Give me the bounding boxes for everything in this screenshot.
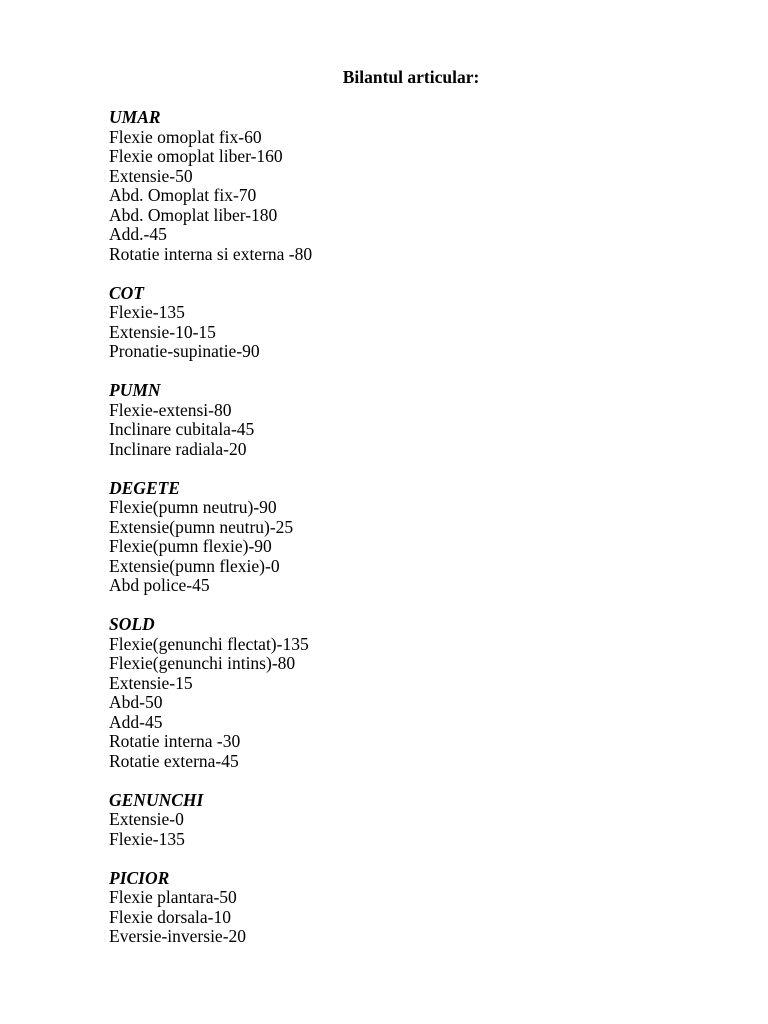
section-lines [109,635,709,772]
section-umar [109,108,709,264]
section-line: Abd. Omoplat fix-70 [109,185,257,205]
section-line: Pronatie-supinatie-90 [109,341,260,361]
section-lines [109,303,709,362]
section-line: Flexie omoplat fix-60 [109,126,262,147]
section-lines [109,888,709,947]
document-body [109,108,709,966]
section-line: Flexie-extensi-80 [109,399,232,420]
section-line: Inclinare radiala-20 [109,438,247,459]
section-lines [109,128,709,265]
section-line: Add-45 [109,711,163,732]
section-picior [109,869,709,947]
section-line: Rotatie interna si externa -80 [109,243,313,264]
section-lines [109,810,709,849]
section-cot [109,284,709,362]
section-line: Abd-50 [109,692,163,712]
section-pumn [109,381,709,459]
section-line: Rotatie interna -30 [109,731,241,751]
section-line: Extensie-0 [109,809,184,829]
section-line: Add.-45 [109,224,167,244]
section-line: Flexie dorsala-10 [109,906,231,927]
section-line: Extensie(pumn neutru)-25 [109,516,294,537]
section-line: Rotatie externa-45 [109,750,239,771]
section-line: Extensie(pumn flexie)-0 [109,555,280,576]
section-genunchi [109,791,709,850]
section-lines [109,401,709,460]
section-heading: PUMN [109,380,161,400]
section-line: Extensie-10-15 [109,321,216,342]
section-degete [109,479,709,596]
section-line: Abd police-45 [109,575,210,595]
section-line: Extensie-15 [109,672,193,693]
section-line: Flexie(pumn neutru)-90 [109,497,277,517]
section-line: Inclinare cubitala-45 [109,419,255,439]
section-heading: PICIOR [109,867,170,888]
section-heading: GENUNCHI [109,789,204,810]
section-line: Flexie(genunchi flectat)-135 [109,633,309,654]
section-heading: SOLD [109,614,155,634]
section-line: Flexie omoplat liber-160 [109,146,283,166]
section-sold [109,615,709,771]
section-line: Eversie-inversie-20 [109,926,247,946]
section-heading: DEGETE [109,477,180,498]
section-line: Flexie(genunchi intins)-80 [109,653,296,673]
section-lines [109,498,709,596]
section-line: Abd. Omoplat liber-180 [109,204,278,225]
section-line: Extensie-50 [109,165,193,186]
section-heading: COT [109,282,144,303]
section-line: Flexie-135 [109,302,185,322]
section-line: Flexie plantara-50 [109,887,237,907]
section-line: Flexie-135 [109,828,185,849]
section-heading: UMAR [109,107,161,127]
section-line: Flexie(pumn flexie)-90 [109,536,272,556]
document-title: Bilantul articular: [342,67,480,87]
